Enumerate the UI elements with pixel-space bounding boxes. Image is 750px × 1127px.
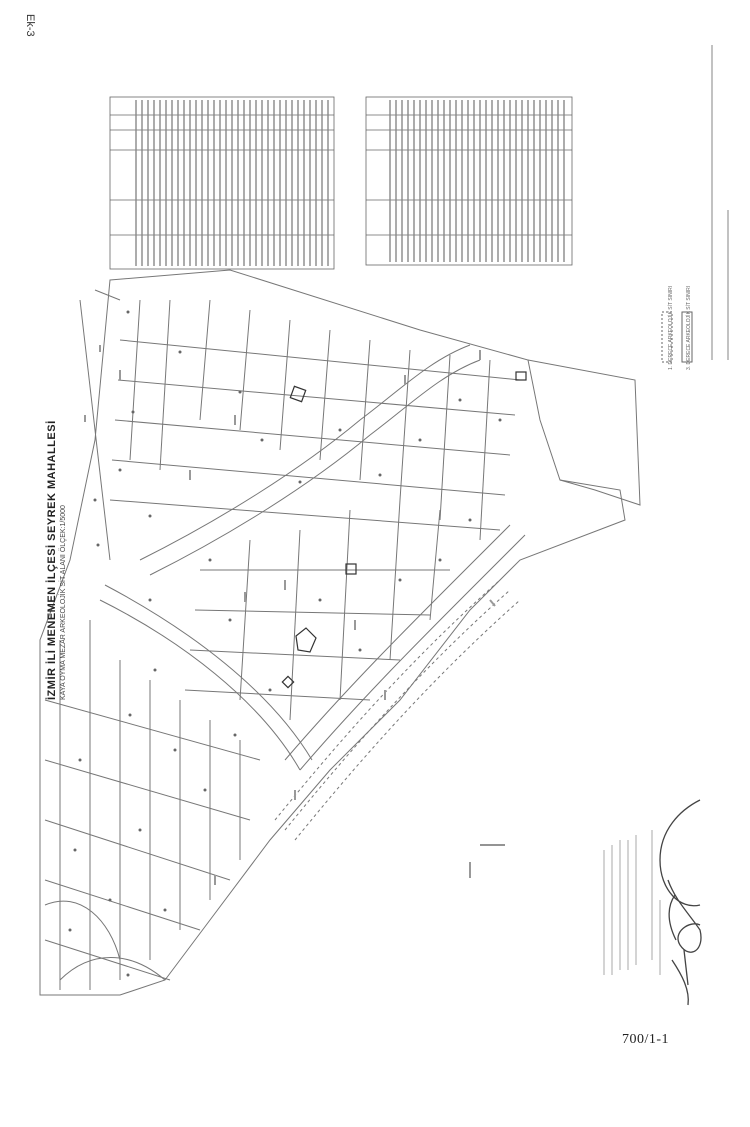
curved-street: [140, 345, 470, 560]
legend-item-2: 3. DERECE ARKEOLOJİK SİT SINIRI: [686, 285, 692, 370]
coordinate-table-2: [366, 97, 572, 265]
legend-item-1: 1. DERECE ARKEOLOJİK SİT SINIRI: [668, 285, 674, 370]
map-title-block: [46, 340, 67, 700]
main-road: [100, 600, 300, 770]
page-footer-number: 700/1-1: [622, 1032, 670, 1047]
coordinate-table-2-rows: [390, 100, 564, 262]
official-seal: [660, 800, 701, 1005]
boulevard-south-edge: [285, 525, 510, 760]
map-subtitle: KAYA OYMA MEZAR ARKEOLOJİK SİT ALANI ÖLÇEK:1/5000: [60, 505, 67, 700]
sheet-number: Ek-3: [24, 14, 36, 37]
map-boundary: [40, 270, 625, 995]
site-marker-3: [296, 628, 316, 652]
coordinate-table-1: [110, 97, 334, 269]
site-marker-5: [516, 372, 526, 380]
map-title: İZMİR İLİ MENEMEN İLÇESİ SEYREK MAHALLESİ: [46, 420, 58, 700]
site-marker-1: [290, 386, 305, 401]
parcel-block-east: [528, 360, 640, 505]
stamp-text-lines: [604, 830, 660, 975]
scale-bar: [470, 845, 505, 878]
main-road-edge: [105, 585, 312, 760]
coordinate-table-1-rows: [136, 100, 328, 266]
